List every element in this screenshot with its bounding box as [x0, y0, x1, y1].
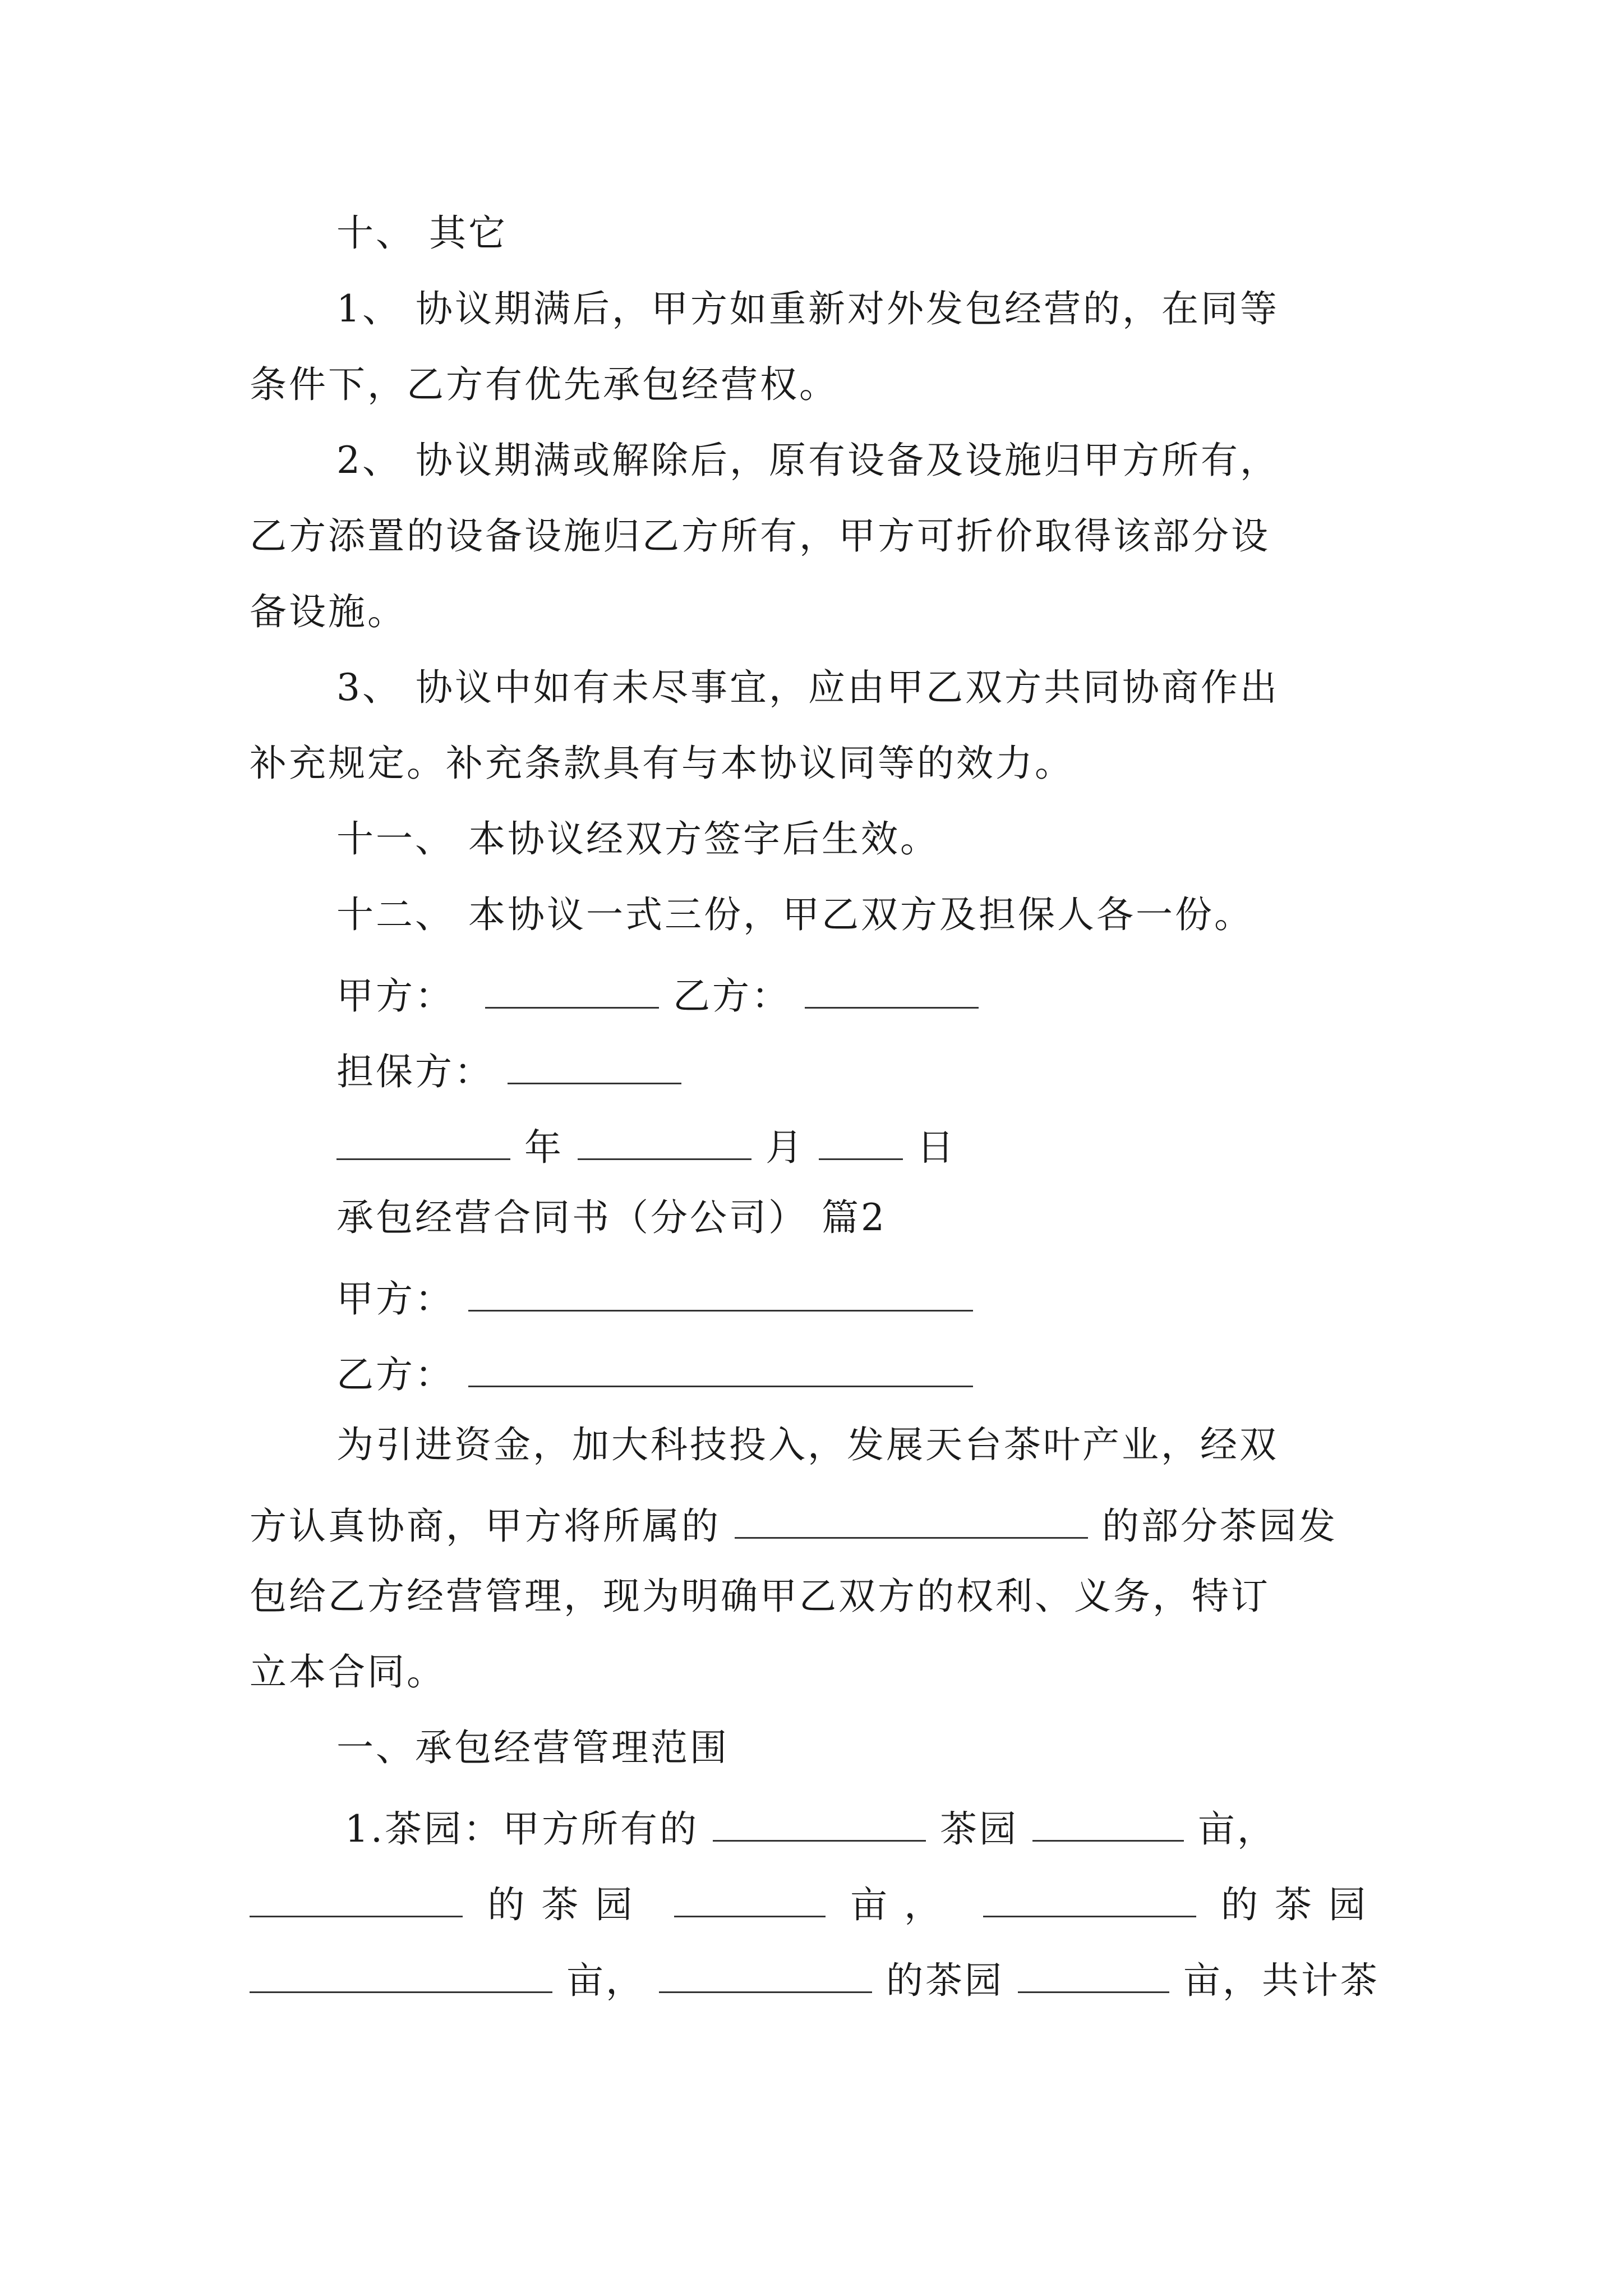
scope-title: 一、承包经营管理范围: [336, 1726, 729, 1769]
guarantor-blank: [508, 1048, 681, 1084]
section-10-item-1-line-1: 1、 协议期满后，甲方如重新对外发包经营的，在同等: [336, 287, 1279, 330]
guarantor-label: 担保方：: [336, 1050, 494, 1093]
party-a-blank: [485, 972, 659, 1009]
intro-line-3: 包给乙方经营管理，现为明确甲乙双方的权利、义务，特订: [250, 1575, 1270, 1618]
scope-3-area-blank: [250, 1957, 552, 1993]
scope-4-location-blank: [659, 1957, 872, 1993]
scope-2-de-garden: 的茶园: [487, 1883, 649, 1926]
scope-3-mu: 亩，: [566, 1959, 645, 2002]
scope-4-area-blank: [1018, 1957, 1169, 1993]
scope-2-location-blank: [250, 1881, 463, 1917]
contract-2-title: 承包经营合同书（分公司） 篇2: [336, 1196, 887, 1239]
date-line: [336, 1124, 956, 1169]
scope-line-1: [345, 1805, 1276, 1851]
intro-line-2-part-2: 的部分茶园发: [1101, 1504, 1338, 1548]
section-12: 十二、 本协议一式三份，甲乙双方及担保人各一份。: [336, 893, 1253, 936]
scope-1-mu: 亩，: [1197, 1807, 1276, 1851]
day-blank: [819, 1124, 903, 1160]
contract-2-party-a-label: 甲方：: [336, 1277, 454, 1320]
year-label: 年: [524, 1126, 564, 1169]
scope-1-area-blank: [1032, 1805, 1184, 1842]
scope-1-garden: 茶园: [939, 1807, 1018, 1851]
party-a-label: 甲方：: [336, 974, 454, 1018]
scope-3-location-blank: [983, 1881, 1196, 1917]
contract-2-party-b-blank: [468, 1351, 973, 1387]
scope-line-2: [250, 1881, 1382, 1924]
intro-owner-blank: [735, 1502, 1088, 1539]
party-b-blank: [805, 972, 979, 1009]
signature-parties-line: [336, 972, 979, 1018]
contract-2-party-a-line: [336, 1275, 973, 1318]
section-10-item-2-line-3: 备设施。: [250, 590, 407, 633]
section-10-item-1-line-2: 条件下，乙方有优先承包经营权。: [250, 363, 838, 406]
section-10-item-2-line-2: 乙方添置的设备设施归乙方所有，甲方可折价取得该部分设: [250, 514, 1270, 558]
section-10-title: 十、 其它: [336, 211, 508, 255]
section-11: 十一、 本协议经双方签字后生效。: [336, 817, 939, 861]
signature-guarantor-line: [336, 1048, 681, 1091]
intro-line-1: 为引进资金，加大科技投入，发展天台茶叶产业，经双: [336, 1423, 1279, 1466]
scope-3-de-garden: 的茶园: [1220, 1883, 1382, 1926]
section-10-item-3-line-2: 补充规定。补充条款具有与本协议同等的效力。: [250, 742, 1074, 785]
intro-line-4: 立本合同。: [250, 1650, 446, 1694]
contract-2-party-b-label: 乙方：: [336, 1353, 454, 1396]
month-blank: [578, 1124, 751, 1160]
scope-2-area-blank: [674, 1881, 826, 1917]
scope-4-de-garden: 的茶园: [886, 1959, 1004, 2002]
scope-1-label: 1.茶园：甲方所有的: [345, 1807, 699, 1851]
contract-2-party-a-blank: [468, 1275, 973, 1312]
scope-4-total: 亩，共计茶: [1183, 1959, 1380, 2002]
scope-1-location-blank: [713, 1805, 926, 1842]
section-10-item-2-line-1: 2、 协议期满或解除后，原有设备及设施归甲方所有，: [336, 439, 1279, 482]
section-10-item-3-line-1: 3、 协议中如有未尽事宜，应由甲乙双方共同协商作出: [336, 666, 1279, 709]
party-b-label: 乙方：: [672, 974, 791, 1018]
scope-line-3: [250, 1957, 1380, 2002]
scope-2-mu: 亩，: [850, 1883, 958, 1926]
intro-line-2-part-1: 方认真协商，甲方将所属的: [250, 1504, 721, 1548]
contract-2-party-b-line: [336, 1351, 973, 1396]
year-blank: [336, 1124, 510, 1160]
day-label: 日: [916, 1126, 956, 1169]
month-label: 月: [765, 1126, 805, 1169]
intro-line-2: [250, 1502, 1338, 1548]
